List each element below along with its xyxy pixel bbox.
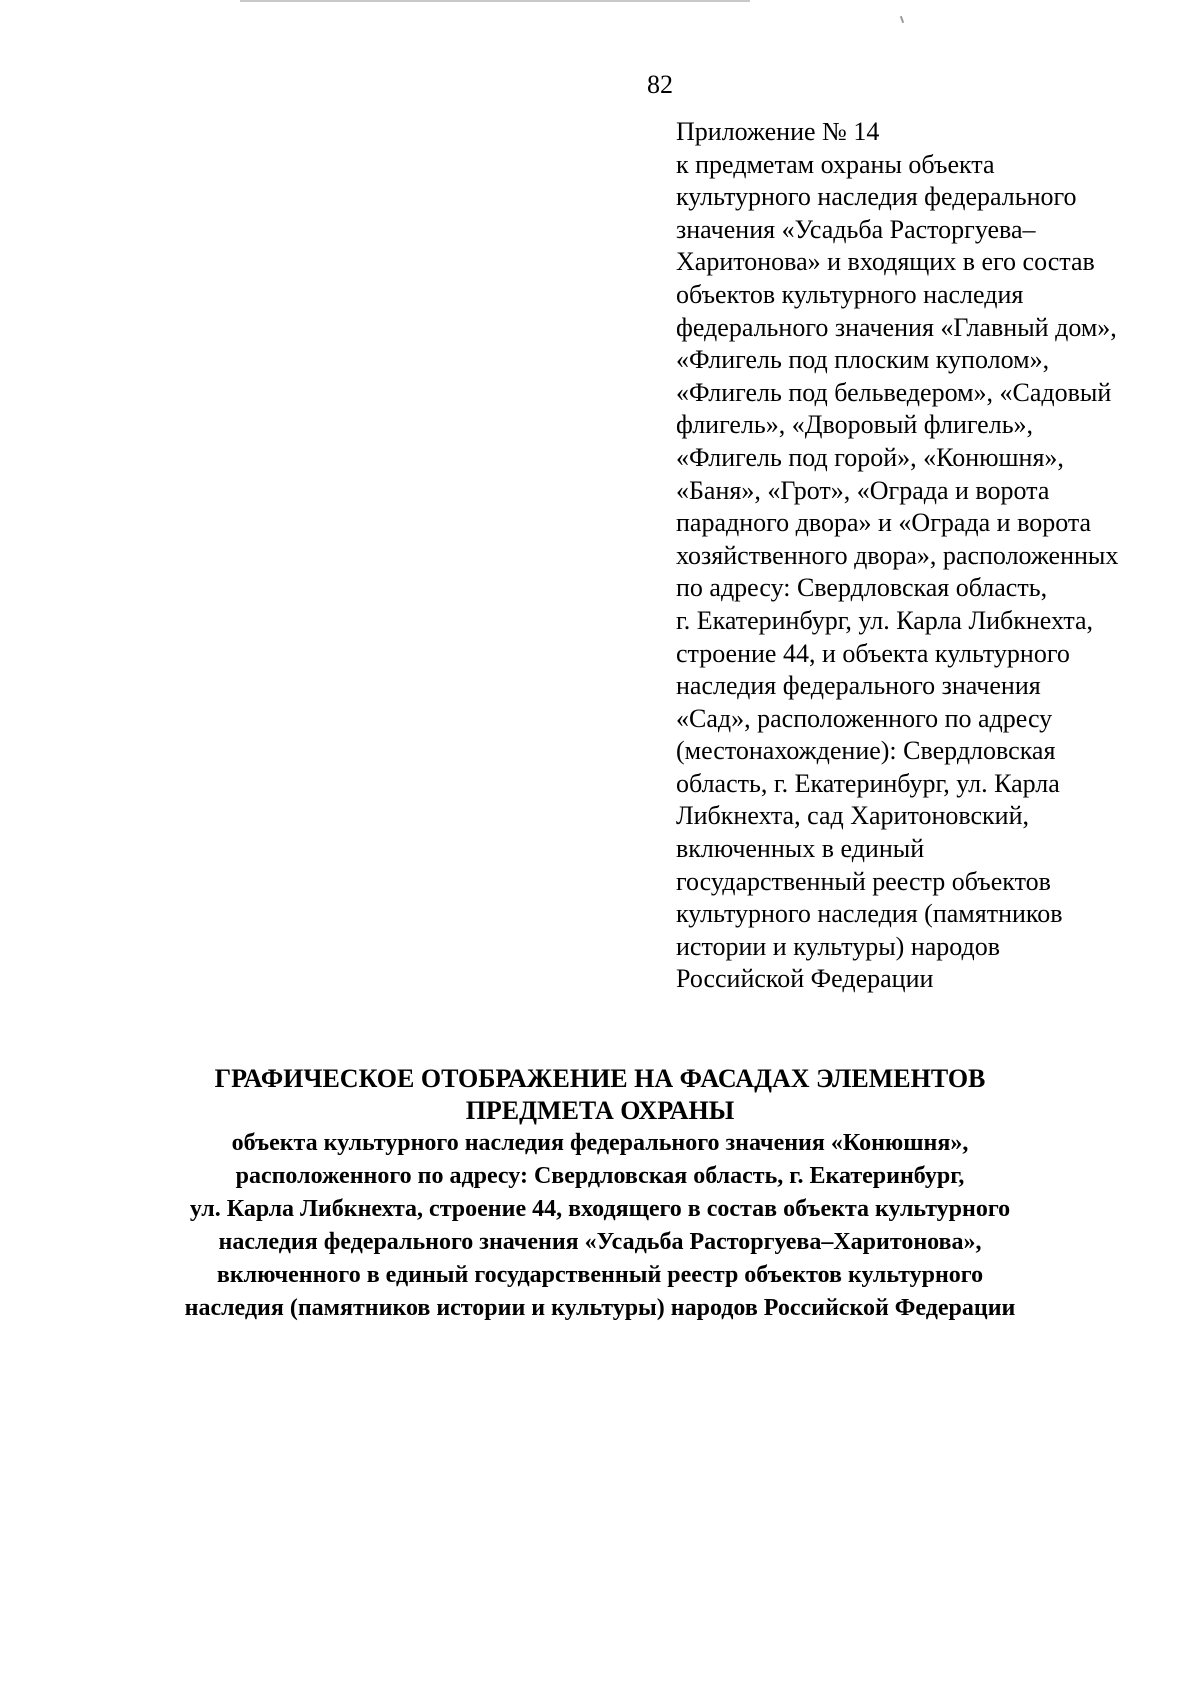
heading-subtitle-line: наследия федерального значения «Усадьба Расторгуева–Харитонова»,: [218, 1229, 982, 1255]
heading-title-line: ГРАФИЧЕСКОЕ ОТОБРАЖЕНИЕ НА ФАСАДАХ ЭЛЕМЕНТОВ: [214, 1064, 986, 1093]
appendix-line: федерального значения «Главный дом»,: [676, 312, 1117, 342]
heading-subtitle-line: расположенного по адресу: Свердловская область, г. Екатеринбург,: [235, 1163, 965, 1189]
heading-subtitle-line: ул. Карла Либкнехта, строение 44, входящего в состав объекта культурного: [189, 1196, 1011, 1222]
appendix-line: культурного наследия федерального: [676, 182, 1077, 212]
heading-title-line: ПРЕДМЕТА ОХРАНЫ: [465, 1096, 735, 1125]
appendix-line: флигель», «Дворовый флигель»,: [676, 410, 1034, 440]
appendix-note: [676, 116, 1176, 996]
document-heading: [40, 1063, 1160, 1325]
page-number: 82: [647, 70, 673, 99]
appendix-line: «Флигель под горой», «Конюшня»,: [676, 442, 1064, 472]
appendix-line: «Сад», расположенного по адресу: [676, 703, 1053, 733]
appendix-line: наследия федерального значения: [676, 671, 1041, 701]
appendix-line: культурного наследия (памятников: [676, 899, 1063, 929]
appendix-line: строение 44, и объекта культурного: [676, 638, 1070, 668]
appendix-line: к предметам охраны объекта: [676, 149, 995, 179]
appendix-line: по адресу: Свердловская область,: [676, 573, 1048, 603]
appendix-line: парадного двора» и «Ограда и ворота: [676, 508, 1092, 538]
appendix-line: государственный реестр объектов: [676, 866, 1051, 896]
appendix-line: значения «Усадьба Расторгуева–: [676, 214, 1036, 244]
heading-subtitle-line: объекта культурного наследия федерального значения «Конюшня»,: [231, 1130, 969, 1156]
heading-title: [40, 1063, 1160, 1127]
appendix-line: Либкнехта, сад Харитоновский,: [676, 801, 1030, 831]
appendix-line: Харитонова» и входящих в его состав: [676, 247, 1095, 277]
heading-subtitle-line: наследия (памятников истории и культуры) народов Российской Федерации: [184, 1295, 1016, 1321]
heading-subtitle: [40, 1127, 1160, 1325]
appendix-line: Российской Федерации: [676, 964, 934, 994]
scan-speck-mark: [900, 16, 904, 23]
appendix-line: истории и культуры) народов: [676, 931, 1001, 961]
appendix-line: хозяйственного двора», расположенных: [676, 540, 1119, 570]
appendix-line: «Флигель под бельведером», «Садовый: [676, 377, 1112, 407]
appendix-line: (местонахождение): Свердловская: [676, 736, 1056, 766]
appendix-line: включенных в единый: [676, 834, 925, 864]
heading-subtitle-line: включенного в единый государственный реестр объектов культурного: [216, 1262, 984, 1288]
appendix-line: объектов культурного наследия: [676, 279, 1024, 309]
appendix-line: область, г. Екатеринбург, ул. Карла: [676, 768, 1060, 798]
appendix-line: «Баня», «Грот», «Ограда и ворота: [676, 475, 1050, 505]
scan-edge-mark: [240, 0, 750, 2]
appendix-line: «Флигель под плоским куполом»,: [676, 345, 1050, 375]
appendix-line: Приложение № 14: [676, 117, 880, 146]
appendix-line: г. Екатеринбург, ул. Карла Либкнехта,: [676, 605, 1094, 635]
